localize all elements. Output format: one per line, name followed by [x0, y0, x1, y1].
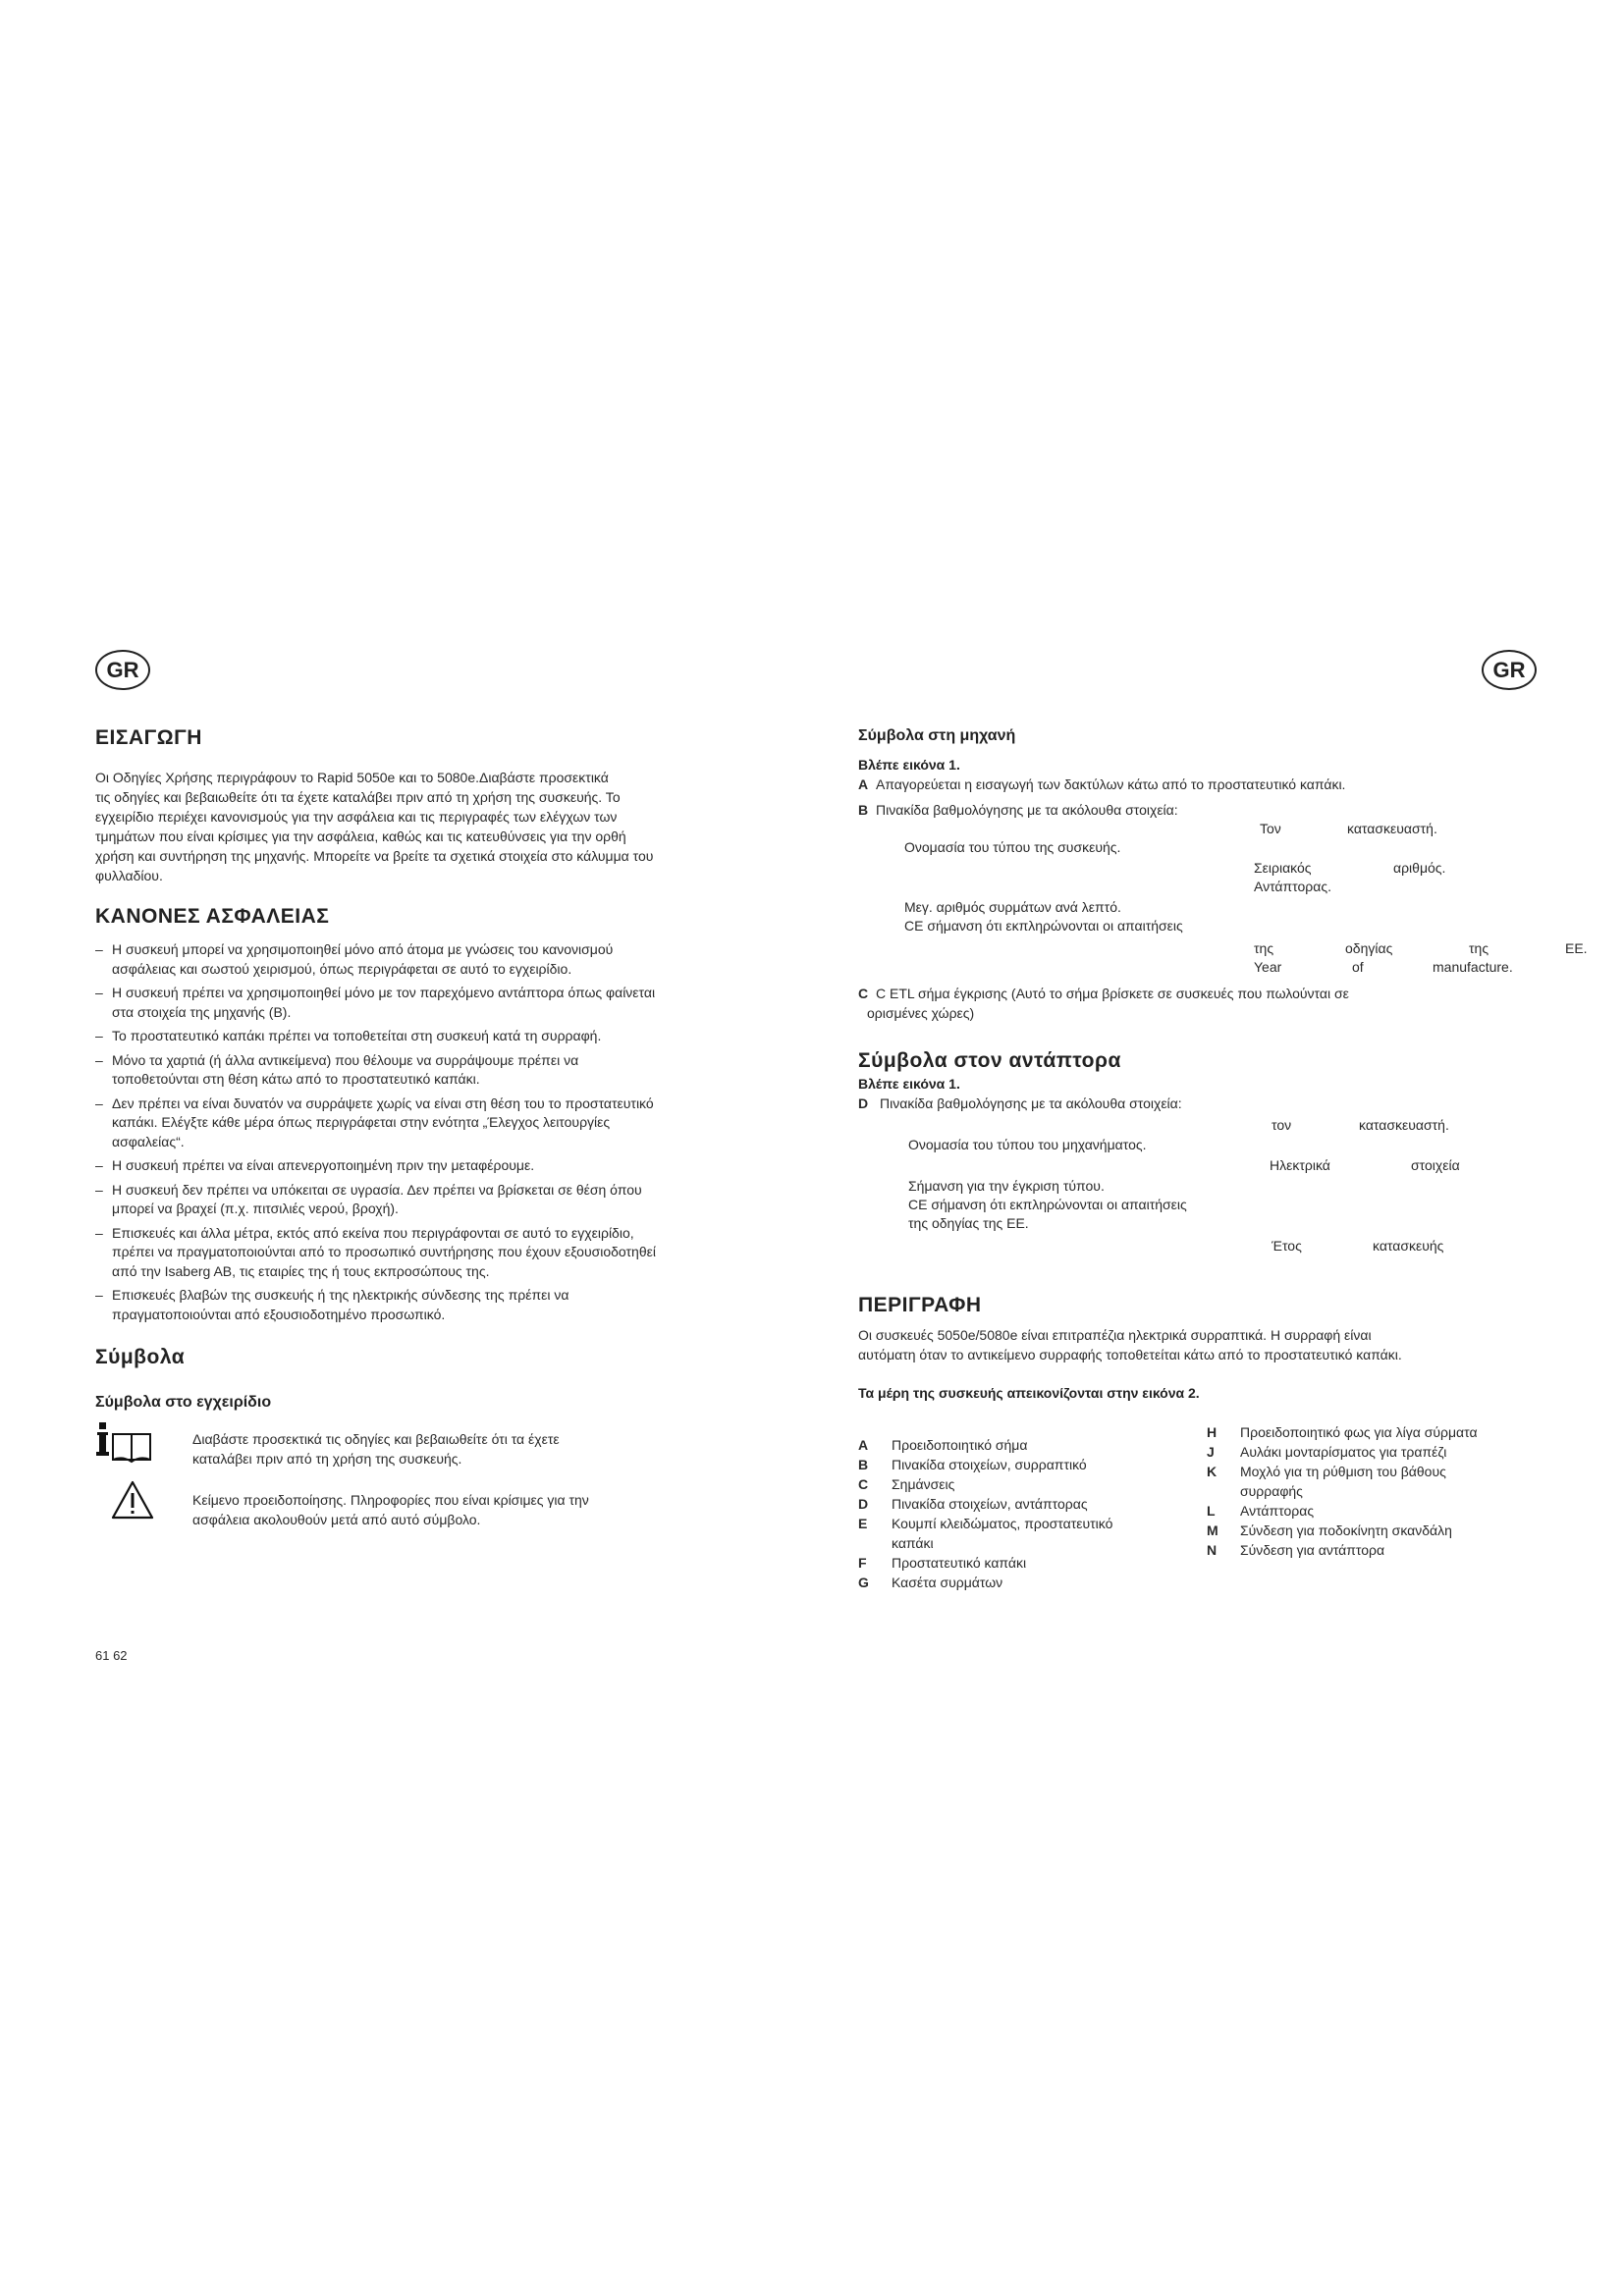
machine-plate-text: της	[1469, 940, 1489, 956]
part-letter: K	[1207, 1464, 1218, 1479]
safety-rule	[95, 1224, 783, 1282]
adapter-see-figure: Βλέπε εικόνα 1.	[858, 1076, 960, 1092]
item-label: B	[858, 802, 869, 818]
machine-plate-text: of	[1352, 959, 1364, 975]
adapter-plate-text: Ηλεκτρικά	[1270, 1157, 1330, 1173]
info-symbol-text	[192, 1429, 560, 1468]
machine-plate-text: κατασκευαστή.	[1347, 821, 1437, 836]
manual-symbols-heading-wrap	[95, 1394, 783, 1412]
part-letter: J	[1207, 1444, 1215, 1460]
safety-rule	[95, 1286, 783, 1324]
part-name: Σημάνσεις	[892, 1476, 955, 1492]
intro-line: τμημάτων που είναι κρίσιμες για την ασφάλεια, καθώς και τις κατευθύνσεις για την ορθή	[95, 828, 626, 844]
rule-dash: –	[95, 1181, 103, 1198]
part-letter: B	[858, 1457, 869, 1472]
part-name: Αντάπτορας	[1240, 1503, 1315, 1519]
machine-plate-text: της	[1254, 940, 1274, 956]
item-label: C	[858, 986, 869, 1001]
item-label: A	[858, 776, 869, 792]
machine-item-a	[858, 774, 1345, 794]
machine-plate-text: Αντάπτορας.	[1254, 879, 1331, 894]
rule-dash: –	[95, 941, 103, 957]
machine-plate-text: CE σήμανση ότι εκπληρώνονται οι απαιτήσεις	[904, 918, 1183, 934]
part-letter: G	[858, 1575, 869, 1590]
description-line: Οι συσκευές 5050e/5080e είναι επιτραπέζια ηλεκτρικά συρραπτικά. Η συρραφή είναι	[858, 1327, 1372, 1343]
item-text: Απαγορεύεται η εισαγωγή των δακτύλων κάτω από το προστατευτικό καπάκι.	[876, 776, 1346, 792]
adapter-symbols-section	[858, 1049, 1121, 1073]
part-letter: F	[858, 1555, 867, 1571]
adapter-plate-text: κατασκευαστή.	[1359, 1117, 1449, 1133]
language-badge-left: GR	[95, 650, 150, 690]
rule-dash: –	[95, 985, 103, 1000]
rule-dash: –	[95, 1028, 103, 1043]
rule-line: στα στοιχεία της μηχανής (B).	[112, 1003, 292, 1020]
part-letter: N	[1207, 1542, 1218, 1558]
part-item	[858, 1474, 1192, 1494]
part-name: Κουμπί κλειδώματος, προστατευτικό	[892, 1516, 1113, 1531]
machine-plate-text: Σειριακός	[1254, 860, 1312, 876]
rule-dash: –	[95, 1051, 103, 1068]
part-item	[1207, 1422, 1541, 1442]
rule-line: ασφαλείας“.	[112, 1133, 185, 1149]
description-line: αυτόματη όταν το αντικείμενο συρραφής τοποθετείται κάτω από το προστατευτικό καπάκι.	[858, 1347, 1402, 1362]
part-item	[858, 1435, 1192, 1455]
part-name: καπάκι	[892, 1535, 934, 1551]
part-item	[858, 1494, 1192, 1514]
description-body	[858, 1325, 1402, 1364]
adapter-item-d	[858, 1094, 1182, 1113]
part-letter: E	[858, 1516, 868, 1531]
machine-symbols-section	[858, 727, 1015, 745]
warning-triangle-icon	[110, 1479, 155, 1521]
info-line: Διαβάστε προσεκτικά τις οδηγίες και βεβαιωθείτε ότι τα έχετε	[192, 1431, 560, 1447]
rule-line: Η συσκευή δεν πρέπει να υπόκειται σε υγρασία. Δεν πρέπει να βρίσκεται σε θέση όπου	[112, 1181, 642, 1198]
part-name: Σύνδεση για ποδοκίνητη σκανδάλη	[1240, 1522, 1452, 1538]
intro-line: χρήση και συντήρηση της μηχανής. Μπορείτε να βρείτε τα σχετικά στοιχεία στο κάλυμμα του	[95, 848, 654, 864]
part-letter	[858, 1533, 892, 1553]
adapter-plate-text: της οδηγίας της EE.	[908, 1215, 1029, 1231]
parts-list-left	[858, 1435, 1192, 1592]
part-letter: D	[858, 1496, 869, 1512]
machine-plate-text: οδηγίας	[1345, 940, 1393, 956]
item-text: Πινακίδα βαθμολόγησης με τα ακόλουθα στοιχεία:	[880, 1095, 1182, 1111]
machine-plate-text: EE.	[1565, 940, 1588, 956]
safety-rule	[95, 1095, 783, 1152]
parts-list-right	[1207, 1422, 1541, 1560]
manual-symbols-title: Σύμβολα στο εγχειρίδιο	[95, 1394, 272, 1411]
part-name: Προειδοποιητικό φως για λίγα σύρματα	[1240, 1424, 1478, 1440]
safety-title: ΚΑΝΟΝΕΣ ΑΣΦΑΛΕΙΑΣ	[95, 905, 330, 928]
warning-line: ασφάλεια ακολουθούν μετά από αυτό σύμβολο.	[192, 1512, 481, 1527]
info-manual-icon	[95, 1420, 156, 1464]
rule-line: πραγματοποιούνται από εξουσιοδοτημένο προσωπικό.	[112, 1306, 446, 1322]
machine-plate-text: manufacture.	[1433, 959, 1513, 975]
intro-line: εγχειρίδιο περιέχει κανονισμούς για την ασφάλεια και τις περιγραφές των ελέγχων των	[95, 809, 618, 825]
machine-item-b	[858, 800, 1178, 820]
rule-line: Η συσκευή πρέπει να είναι απενεργοποιημένη πριν την μεταφέρουμε.	[112, 1157, 535, 1173]
safety-rule	[95, 1181, 783, 1219]
part-item	[1207, 1521, 1541, 1540]
item-label: D	[858, 1095, 869, 1111]
adapter-plate-text: Σήμανση για την έγκριση τύπου.	[908, 1178, 1105, 1194]
description-section	[858, 1294, 982, 1317]
intro-section	[95, 726, 783, 885]
machine-plate-text: Ονομασία του τύπου της συσκευής.	[904, 839, 1121, 855]
part-item	[858, 1533, 1192, 1553]
item-text: C ETL σήμα έγκρισης (Αυτό το σήμα βρίσκετε σε συσκευές που πωλούνται σε	[876, 986, 1349, 1001]
safety-section	[95, 905, 783, 1329]
rule-line: μπορεί να βραχεί (π.χ. πιτσιλιές νερού, βροχή).	[112, 1201, 399, 1216]
rule-line: Μόνο τα χαρτιά (ή άλλα αντικείμενα) που θέλουμε να συρράψουμε πρέπει να	[112, 1051, 579, 1068]
warning-line: Κείμενο προειδοποίησης. Πληροφορίες που είναι κρίσιμες για την	[192, 1492, 589, 1508]
rule-line: από την Isaberg AB, τις εταιρίες της ή τους εκπροσώπους της.	[112, 1262, 490, 1279]
part-item	[1207, 1442, 1541, 1462]
part-name: Πινακίδα στοιχείων, αντάπτορας	[892, 1496, 1088, 1512]
rule-line: ασφάλειας και σωστού χειρισμού, όπως περιγράφεται σε αυτό το εγχειρίδιο.	[112, 960, 572, 977]
machine-plate-text: Year	[1254, 959, 1282, 975]
part-letter: A	[858, 1437, 869, 1453]
safety-rule	[95, 940, 783, 979]
part-item	[1207, 1481, 1541, 1501]
intro-body	[95, 768, 783, 885]
symbols-title: Σύμβολα	[95, 1346, 186, 1368]
item-text: Πινακίδα βαθμολόγησης με τα ακόλουθα στοιχεία:	[876, 802, 1178, 818]
rule-line: Επισκευές και άλλα μέτρα, εκτός από εκείνα που περιγράφονται σε αυτό το εγχειρίδιο,	[112, 1224, 634, 1241]
symbols-section	[95, 1346, 783, 1369]
part-letter: H	[1207, 1424, 1218, 1440]
rule-line: τοποθετούνται στη θέση κάτω από το προστατευτικό καπάκι.	[112, 1071, 480, 1087]
adapter-plate-text: Έτος	[1272, 1238, 1302, 1254]
adapter-plate-text: CE σήμανση ότι εκπληρώνονται οι απαιτήσεις	[908, 1197, 1187, 1212]
safety-rule	[95, 1156, 783, 1176]
safety-rule	[95, 1027, 783, 1046]
part-letter	[1207, 1481, 1240, 1501]
machine-plate-text: αριθμός.	[1393, 860, 1446, 876]
adapter-plate-text: Ονομασία του τύπου του μηχανήματος.	[908, 1137, 1147, 1152]
part-item	[1207, 1462, 1541, 1481]
part-name: Κασέτα συρμάτων	[892, 1575, 1003, 1590]
machine-item-c-cont: ορισμένες χώρες)	[867, 1005, 975, 1021]
part-name: Αυλάκι μονταρίσματος για τραπέζι	[1240, 1444, 1447, 1460]
part-item	[858, 1514, 1192, 1533]
page-number: 61 62	[95, 1648, 128, 1663]
language-badge-right: GR	[1482, 650, 1537, 690]
part-name: Πινακίδα στοιχείων, συρραπτικό	[892, 1457, 1087, 1472]
part-name: Προειδοποιητικό σήμα	[892, 1437, 1028, 1453]
safety-rule	[95, 984, 783, 1022]
intro-line: Οι Οδηγίες Χρήσης περιγράφουν το Rapid 5050e και το 5080e.Διαβάστε προσεκτικά	[95, 770, 609, 785]
parts-title: Τα μέρη της συσκευής απεικονίζονται στην εικόνα 2.	[858, 1385, 1200, 1401]
machine-see-figure: Βλέπε εικόνα 1.	[858, 757, 960, 773]
rule-line: Δεν πρέπει να είναι δυνατόν να συρράψετε χωρίς να είναι στη θέση του το προστατευτικό	[112, 1095, 654, 1111]
info-line: καταλάβει πριν από τη χρήση της συσκευής.	[192, 1451, 462, 1467]
adapter-plate-text: στοιχεία	[1411, 1157, 1460, 1173]
machine-plate-text: Μεγ. αριθμός συρμάτων ανά λεπτό.	[904, 899, 1121, 915]
adapter-plate-text: τον	[1272, 1117, 1292, 1133]
description-title: ΠΕΡΙΓΡΑΦΗ	[858, 1294, 982, 1316]
part-item	[858, 1553, 1192, 1573]
part-letter: C	[858, 1476, 869, 1492]
part-item	[858, 1455, 1192, 1474]
machine-item-c	[858, 984, 1349, 1003]
rule-line: πρέπει να πραγματοποιούνται από το προσωπικό συντήρησης που έχουν εξουσιοδοτηθεί	[112, 1244, 656, 1259]
machine-plate-text: Τον	[1260, 821, 1281, 836]
rule-line: Η συσκευή πρέπει να χρησιμοποιηθεί μόνο με τον παρεχόμενο αντάπτορα όπως φαίνεται	[112, 985, 656, 1000]
rule-line: καπάκι. Ελέγξτε κάθε μέρα όπως περιγράφεται στην ενότητα „Έλεγχος λειτουργίες	[112, 1114, 611, 1130]
part-item	[858, 1573, 1192, 1592]
part-item	[1207, 1501, 1541, 1521]
part-name: Μοχλό για τη ρύθμιση του βάθους	[1240, 1464, 1446, 1479]
rule-line: Επισκευές βλαβών της συσκευής ή της ηλεκτρικής σύνδεσης της πρέπει να	[112, 1287, 569, 1303]
rule-dash: –	[95, 1095, 103, 1111]
safety-rule	[95, 1051, 783, 1090]
warning-symbol-text	[192, 1490, 589, 1529]
part-letter: L	[1207, 1503, 1216, 1519]
safety-rules-list	[95, 940, 783, 1324]
rule-dash: –	[95, 1287, 103, 1303]
intro-line: τις οδηγίες και βεβαιωθείτε ότι τα έχετε καταλάβει πριν από τη χρήση της συσκευής. Το	[95, 789, 621, 805]
part-name: Σύνδεση για αντάπτορα	[1240, 1542, 1385, 1558]
part-item	[1207, 1540, 1541, 1560]
machine-symbols-title: Σύμβολα στη μηχανή	[858, 727, 1016, 744]
adapter-symbols-title: Σύμβολα στον αντάπτορα	[858, 1049, 1121, 1072]
rule-line: Το προστατευτικό καπάκι πρέπει να τοποθετείται στη συσκευή κατά τη συρραφή.	[112, 1028, 602, 1043]
part-letter: M	[1207, 1522, 1218, 1538]
rule-line: Η συσκευή μπορεί να χρησιμοποιηθεί μόνο από άτομα με γνώσεις του κανονισμού	[112, 941, 614, 957]
rule-dash: –	[95, 1157, 103, 1173]
part-name: Προστατευτικό καπάκι	[892, 1555, 1027, 1571]
rule-dash: –	[95, 1224, 103, 1241]
part-name: συρραφής	[1240, 1483, 1303, 1499]
adapter-plate-text: κατασκευής	[1373, 1238, 1444, 1254]
intro-title: ΕΙΣΑΓΩΓΗ	[95, 726, 202, 749]
intro-line: φυλλαδίου.	[95, 868, 163, 883]
